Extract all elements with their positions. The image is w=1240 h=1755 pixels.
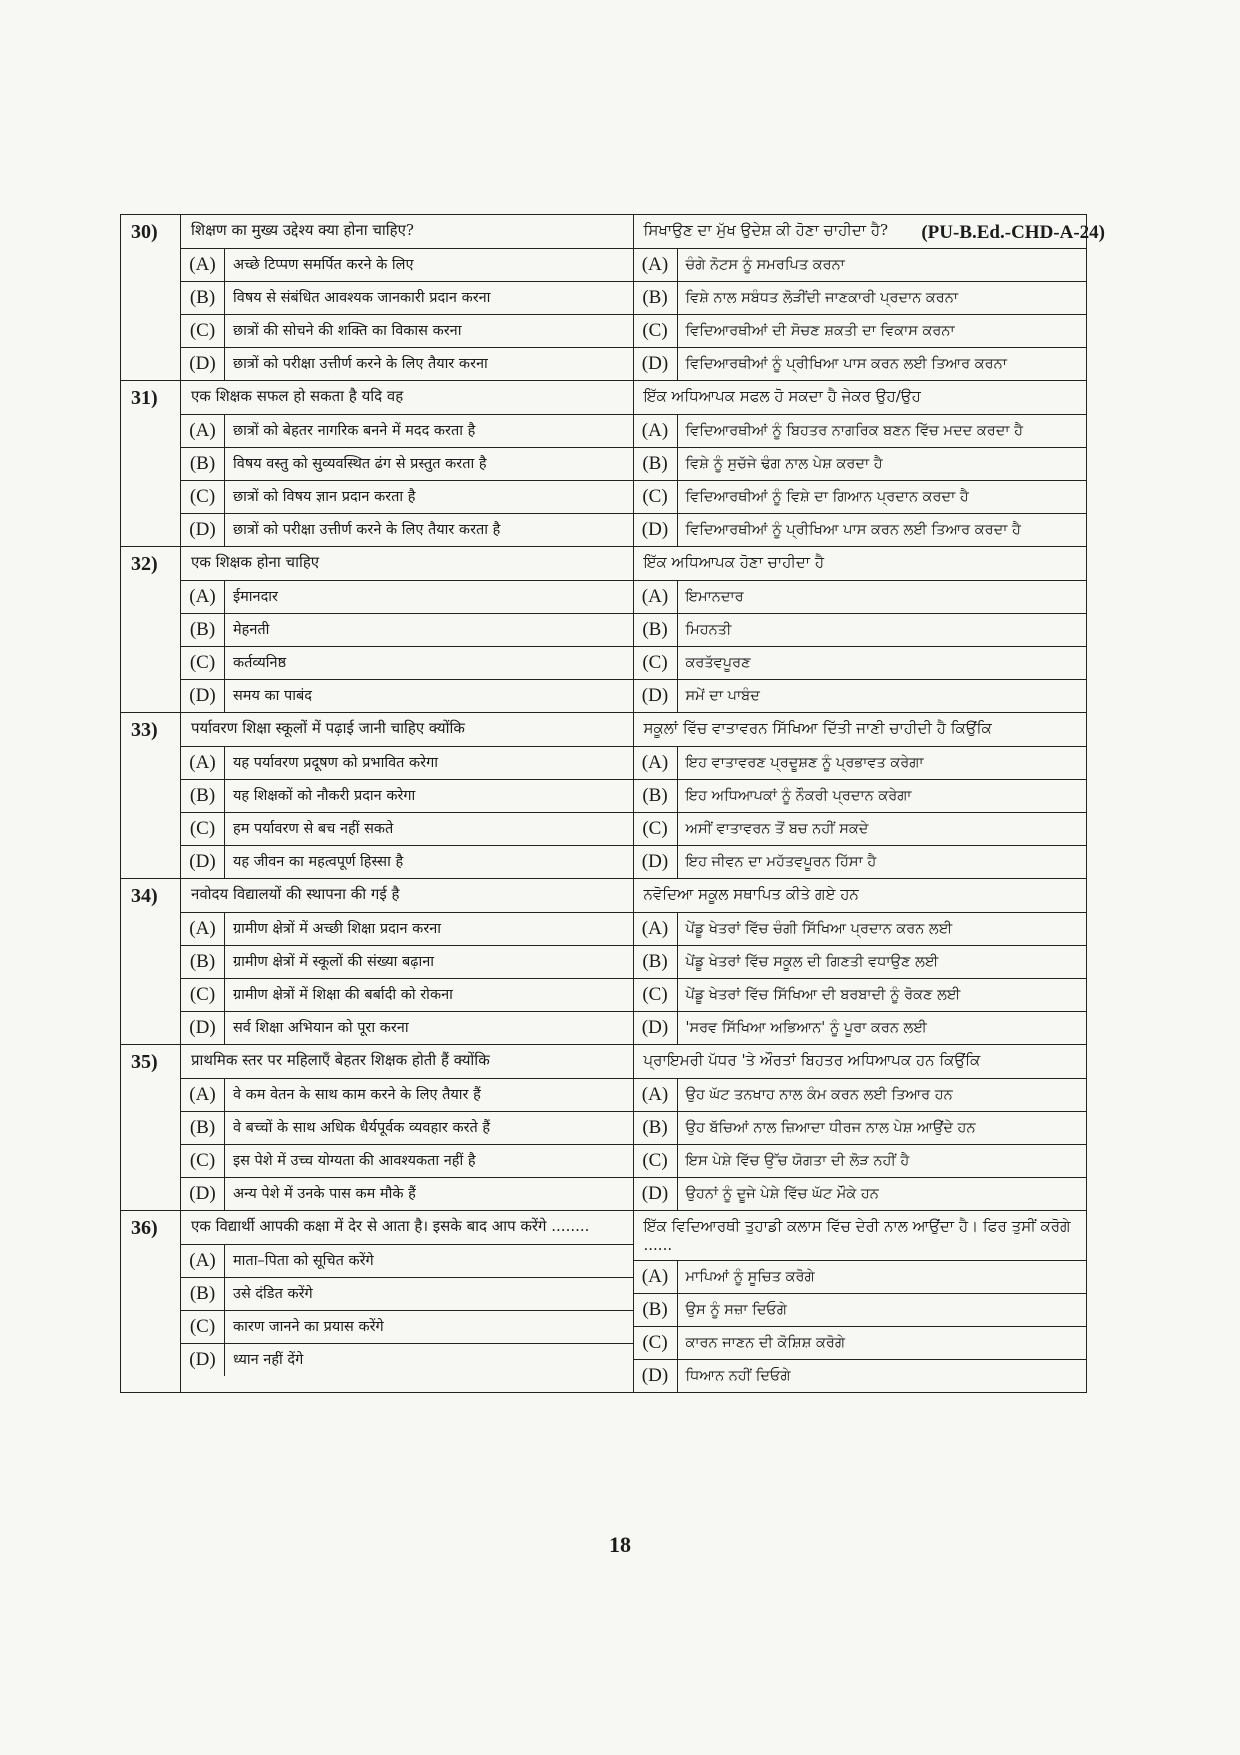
option-letter: (D)	[634, 846, 678, 878]
hindi-option-row	[181, 415, 633, 448]
punjabi-option-row	[634, 1360, 1087, 1392]
question-number: 31)	[121, 381, 181, 546]
hindi-option-row	[181, 1012, 633, 1044]
hindi-option-row	[181, 481, 633, 514]
option-letter: (A)	[634, 415, 678, 447]
option-letter: (D)	[634, 348, 678, 380]
punjabi-option-text: ਕਾਰਨ ਜਾਣਨ ਦੀ ਕੋਸ਼ਿਸ਼ ਕਰੋਗੇ	[685, 1335, 845, 1351]
question-table	[120, 214, 1087, 1393]
option-letter: (D)	[181, 514, 225, 546]
punjabi-option-text: ਵਿਦਿਆਰਥੀਆਂ ਦੀ ਸੋਚਣ ਸ਼ਕਤੀ ਦਾ ਵਿਕਾਸ ਕਰਨਾ	[685, 323, 955, 339]
hindi-option-text: इस पेशे में उच्च योग्यता की आवश्यकता नहीं है	[233, 1153, 476, 1169]
question-number: 30)	[121, 215, 181, 380]
hindi-column	[181, 879, 634, 1044]
option-letter: (B)	[634, 780, 678, 812]
hindi-option-text: हम पर्यावरण से बच नहीं सकते	[233, 821, 394, 837]
hindi-question-stem: प्राथमिक स्तर पर महिलाएँ बेहतर शिक्षक होती हैं क्योंकि	[181, 1045, 633, 1079]
hindi-column	[181, 215, 634, 380]
option-letter: (A)	[634, 747, 678, 779]
hindi-option-row	[181, 249, 633, 282]
punjabi-option-text: ਇਹ ਜੀਵਨ ਦਾ ਮਹੱਤਵਪੂਰਨ ਹਿੱਸਾ ਹੈ	[685, 854, 877, 870]
punjabi-option-row	[634, 680, 1087, 712]
option-letter: (B)	[181, 282, 225, 314]
punjabi-option-text: ਉਹਨਾਂ ਨੂੰ ਦੂਜੇ ਪੇਸ਼ੇ ਵਿੱਚ ਘੱਟ ਮੌਕੇ ਹਨ	[685, 1186, 879, 1202]
punjabi-option-text: ਚੰਗੇ ਨੋਟਸ ਨੂੰ ਸਮਰਪਿਤ ਕਰਨਾ	[685, 257, 845, 273]
hindi-option-row	[181, 348, 633, 380]
question-row	[121, 547, 1086, 713]
hindi-option-text: यह शिक्षकों को नौकरी प्रदान करेगा	[233, 788, 416, 804]
hindi-option-text: समय का पाबंद	[233, 688, 312, 704]
punjabi-option-text: ਉਹ ਬੱਚਿਆਂ ਨਾਲ ਜ਼ਿਆਦਾ ਧੀਰਜ ਨਾਲ ਪੇਸ਼ ਆਉਂਦੇ ਹਨ	[685, 1120, 976, 1136]
punjabi-option-text: ਵਿਦਿਆਰਥੀਆਂ ਨੂੰ ਪ੍ਰੀਖਿਆ ਪਾਸ ਕਰਨ ਲਈ ਤਿਆਰ ਕਰਦਾ ਹੈ	[685, 522, 1021, 538]
punjabi-option-row	[634, 514, 1087, 546]
option-letter: (B)	[634, 448, 678, 480]
option-letter: (B)	[181, 946, 225, 978]
option-letter: (C)	[634, 315, 678, 347]
punjabi-option-text: ਪੇਂਡੂ ਖੇਤਰਾਂ ਵਿੱਚ ਚੰਗੀ ਸਿੱਖਿਆ ਪ੍ਰਦਾਨ ਕਰਨ ਲਈ	[685, 921, 953, 937]
hindi-question-stem: पर्यावरण शिक्षा स्कूलों में पढ़ाई जानी चाहिए क्योंकि	[181, 713, 633, 747]
punjabi-option-text: ਸਮੇਂ ਦਾ ਪਾਬੰਦ	[685, 688, 760, 704]
punjabi-question-stem: ਇੱਕ ਵਿਦਿਆਰਥੀ ਤੁਹਾਡੀ ਕਲਾਸ ਵਿੱਚ ਦੇਰੀ ਨਾਲ ਆਉਂਦਾ ਹੈ। ਫਿਰ ਤੁਸੀਂ ਕਰੋਗੇ ......	[634, 1211, 1087, 1261]
hindi-option-row	[181, 846, 633, 878]
punjabi-column	[634, 713, 1087, 878]
punjabi-option-row	[634, 813, 1087, 846]
option-letter: (C)	[634, 979, 678, 1011]
hindi-option-row	[181, 1112, 633, 1145]
hindi-option-row	[181, 1079, 633, 1112]
punjabi-column	[634, 879, 1087, 1044]
option-letter: (B)	[634, 946, 678, 978]
punjabi-option-row	[634, 614, 1087, 647]
hindi-option-row	[181, 946, 633, 979]
question-row	[121, 1045, 1086, 1211]
option-letter: (D)	[181, 846, 225, 878]
hindi-option-text: वे कम वेतन के साथ काम करने के लिए तैयार हैं	[233, 1087, 481, 1103]
punjabi-option-row	[634, 315, 1087, 348]
hindi-option-text: ग्रामीण क्षेत्रों में स्कूलों की संख्या बढ़ाना	[233, 954, 435, 970]
punjabi-option-row	[634, 1261, 1087, 1294]
option-letter: (A)	[634, 913, 678, 945]
option-letter: (A)	[634, 1079, 678, 1111]
hindi-option-text: विषय से संबंधित आवश्यक जानकारी प्रदान करना	[233, 290, 491, 306]
option-letter: (A)	[181, 249, 225, 281]
hindi-option-text: ग्रामीण क्षेत्रों में अच्छी शिक्षा प्रदान करना	[233, 921, 442, 937]
punjabi-option-text: ਇਮਾਨਦਾਰ	[685, 589, 744, 605]
option-letter: (C)	[181, 1145, 225, 1177]
page-number: 18	[609, 1532, 631, 1557]
punjabi-option-text: ਵਿਦਿਆਰਥੀਆਂ ਨੂੰ ਪ੍ਰੀਖਿਆ ਪਾਸ ਕਰਨ ਲਈ ਤਿਆਰ ਕਰਨਾ	[685, 356, 1007, 372]
option-letter: (B)	[634, 282, 678, 314]
option-letter: (B)	[181, 1112, 225, 1144]
question-row	[121, 381, 1086, 547]
punjabi-option-row	[634, 979, 1087, 1012]
punjabi-column	[634, 1045, 1087, 1210]
punjabi-option-text: ਪੇਂਡੂ ਖੇਤਰਾਂ ਵਿੱਚ ਸਕੂਲ ਦੀ ਗਿਣਤੀ ਵਧਾਉਣ ਲਈ	[685, 954, 939, 970]
punjabi-column	[634, 1211, 1087, 1392]
option-letter: (B)	[181, 780, 225, 812]
option-letter: (A)	[181, 913, 225, 945]
option-letter: (B)	[634, 1112, 678, 1144]
punjabi-option-row	[634, 1112, 1087, 1145]
punjabi-option-row	[634, 282, 1087, 315]
punjabi-option-text: ਉਹ ਘੱਟ ਤਨਖਾਹ ਨਾਲ ਕੰਮ ਕਰਨ ਲਈ ਤਿਆਰ ਹਨ	[685, 1087, 953, 1103]
hindi-option-row	[181, 780, 633, 813]
punjabi-option-text: ਅਸੀਂ ਵਾਤਾਵਰਨ ਤੋਂ ਬਚ ਨਹੀਂ ਸਕਦੇ	[685, 821, 869, 837]
hindi-option-row	[181, 1145, 633, 1178]
option-letter: (B)	[181, 448, 225, 480]
hindi-option-row	[181, 1245, 633, 1278]
hindi-option-text: सर्व शिक्षा अभियान को पूरा करना	[233, 1020, 409, 1036]
option-letter: (B)	[634, 614, 678, 646]
punjabi-option-text: ਵਿਸ਼ੇ ਨੂੰ ਸੁਚੱਜੇ ਢੰਗ ਨਾਲ ਪੇਸ਼ ਕਰਦਾ ਹੈ	[685, 456, 883, 472]
hindi-option-row	[181, 315, 633, 348]
punjabi-option-row	[634, 581, 1087, 614]
punjabi-option-text: ਵਿਸ਼ੇ ਨਾਲ ਸਬੰਧਤ ਲੋੜੀਂਦੀ ਜਾਣਕਾਰੀ ਪ੍ਰਦਾਨ ਕਰਨਾ	[685, 290, 958, 306]
hindi-option-text: ग्रामीण क्षेत्रों में शिक्षा की बर्बादी को रोकना	[233, 987, 453, 1003]
option-letter: (A)	[181, 415, 225, 447]
option-letter: (D)	[181, 348, 225, 380]
question-number: 36)	[121, 1211, 181, 1392]
hindi-question-stem: एक विद्यार्थी आपकी कक्षा में देर से आता है। इसके बाद आप करेंगे ........	[181, 1211, 633, 1245]
option-letter: (C)	[634, 481, 678, 513]
option-letter: (D)	[181, 1344, 225, 1376]
punjabi-option-text: 'ਸਰਵ ਸਿੱਖਿਆ ਅਭਿਆਨ' ਨੂੰ ਪੂਰਾ ਕਰਨ ਲਈ	[685, 1020, 927, 1036]
option-letter: (A)	[634, 581, 678, 613]
hindi-option-text: यह पर्यावरण प्रदूषण को प्रभावित करेगा	[233, 755, 439, 771]
option-letter: (A)	[181, 581, 225, 613]
punjabi-option-text: ਵਿਦਿਆਰਥੀਆਂ ਨੂੰ ਵਿਸ਼ੇ ਦਾ ਗਿਆਨ ਪ੍ਰਦਾਨ ਕਰਦਾ ਹੈ	[685, 489, 969, 505]
punjabi-option-row	[634, 780, 1087, 813]
punjabi-option-row	[634, 1145, 1087, 1178]
option-letter: (B)	[181, 1278, 225, 1310]
hindi-option-text: विषय वस्तु को सुव्यवस्थित ढंग से प्रस्तुत करता है	[233, 456, 487, 472]
hindi-option-row	[181, 1344, 633, 1376]
hindi-option-text: अन्य पेशे में उनके पास कम मौके हैं	[233, 1186, 416, 1202]
option-letter: (A)	[634, 1261, 678, 1293]
option-letter: (A)	[634, 249, 678, 281]
hindi-option-row	[181, 1311, 633, 1344]
punjabi-option-row	[634, 448, 1087, 481]
option-letter: (D)	[634, 1178, 678, 1210]
punjabi-option-row	[634, 647, 1087, 680]
hindi-option-text: ईमानदार	[233, 589, 278, 605]
punjabi-question-stem: ਸਿਖਾਉਣ ਦਾ ਮੁੱਖ ਉਦੇਸ਼ ਕੀ ਹੋਣਾ ਚਾਹੀਦਾ ਹੈ?	[634, 215, 1087, 249]
punjabi-column	[634, 381, 1087, 546]
hindi-option-text: ध्यान नहीं देंगे	[233, 1352, 304, 1368]
option-letter: (D)	[634, 1012, 678, 1044]
hindi-option-text: छात्रों की सोचने की शक्ति का विकास करना	[233, 323, 462, 339]
question-row	[121, 713, 1086, 879]
punjabi-option-text: ਮਿਹਨਤੀ	[685, 622, 732, 638]
punjabi-question-stem: ਸਕੂਲਾਂ ਵਿੱਚ ਵਾਤਾਵਰਨ ਸਿੱਖਿਆ ਦਿੱਤੀ ਜਾਣੀ ਚਾਹੀਦੀ ਹੈ ਕਿਉਂਕਿ	[634, 713, 1087, 747]
hindi-option-text: छात्रों को परीक्षा उत्तीर्ण करने के लिए तैयार करना	[233, 356, 488, 372]
punjabi-option-row	[634, 1327, 1087, 1360]
hindi-question-stem: नवोदय विद्यालयों की स्थापना की गई है	[181, 879, 633, 913]
hindi-option-text: छात्रों को विषय ज्ञान प्रदान करता है	[233, 489, 416, 505]
punjabi-option-text: ਇਸ ਪੇਸ਼ੇ ਵਿੱਚ ਉੱਚ ਯੋਗਤਾ ਦੀ ਲੋੜ ਨਹੀਂ ਹੈ	[685, 1153, 910, 1169]
punjabi-option-row	[634, 1012, 1087, 1044]
punjabi-option-row	[634, 415, 1087, 448]
hindi-option-row	[181, 1278, 633, 1311]
punjabi-question-stem: ਪ੍ਰਾਇਮਰੀ ਪੱਧਰ 'ਤੇ ਔਰਤਾਂ ਬਿਹਤਰ ਅਧਿਆਪਕ ਹਨ ਕਿਉਂਕਿ	[634, 1045, 1087, 1079]
hindi-question-stem: एक शिक्षक होना चाहिए	[181, 547, 633, 581]
punjabi-question-stem: ਇੱਕ ਅਧਿਆਪਕ ਸਫਲ ਹੋ ਸਕਦਾ ਹੈ ਜੇਕਰ ਉਹ/ਉਹ	[634, 381, 1087, 415]
hindi-option-text: कर्तव्यनिष्ठ	[233, 655, 287, 671]
hindi-option-row	[181, 913, 633, 946]
punjabi-option-row	[634, 249, 1087, 282]
hindi-option-text: मेहनती	[233, 622, 270, 638]
option-letter: (C)	[634, 1145, 678, 1177]
hindi-option-row	[181, 979, 633, 1012]
hindi-option-row	[181, 813, 633, 846]
punjabi-option-row	[634, 946, 1087, 979]
question-row	[121, 215, 1086, 381]
hindi-option-text: छात्रों को परीक्षा उत्तीर्ण करने के लिए तैयार करता है	[233, 522, 501, 538]
hindi-column	[181, 547, 634, 712]
question-number: 35)	[121, 1045, 181, 1210]
punjabi-option-row	[634, 747, 1087, 780]
hindi-option-row	[181, 647, 633, 680]
punjabi-question-stem: ਇੱਕ ਅਧਿਆਪਕ ਹੋਣਾ ਚਾਹੀਦਾ ਹੈ	[634, 547, 1087, 581]
hindi-option-text: उसे दंडित करेंगे	[233, 1286, 313, 1302]
hindi-option-row	[181, 514, 633, 546]
question-number: 34)	[121, 879, 181, 1044]
punjabi-option-text: ਇਹ ਵਾਤਾਵਰਣ ਪ੍ਰਦੂਸ਼ਣ ਨੂੰ ਪ੍ਰਭਾਵਤ ਕਰੇਗਾ	[685, 755, 924, 771]
option-letter: (D)	[181, 1012, 225, 1044]
hindi-option-row	[181, 448, 633, 481]
hindi-option-text: अच्छे टिप्पण समर्पित करने के लिए	[233, 257, 414, 273]
hindi-column	[181, 381, 634, 546]
punjabi-option-row	[634, 846, 1087, 878]
punjabi-column	[634, 547, 1087, 712]
option-letter: (C)	[181, 979, 225, 1011]
hindi-option-row	[181, 282, 633, 315]
punjabi-column	[634, 215, 1087, 380]
punjabi-option-row	[634, 481, 1087, 514]
punjabi-option-row	[634, 1079, 1087, 1112]
paper-code: (PU-B.Ed.-CHD-A-24)	[921, 222, 1105, 243]
punjabi-option-row	[634, 1294, 1087, 1327]
punjabi-option-text: ਉਸ ਨੂੰ ਸਜ਼ਾ ਦਿਓਗੇ	[685, 1302, 787, 1318]
punjabi-option-row	[634, 348, 1087, 380]
punjabi-option-row	[634, 913, 1087, 946]
punjabi-option-text: ਪੇਂਡੂ ਖੇਤਰਾਂ ਵਿੱਚ ਸਿੱਖਿਆ ਦੀ ਬਰਬਾਦੀ ਨੂੰ ਰੋਕਣ ਲਈ	[685, 987, 961, 1003]
question-number: 33)	[121, 713, 181, 878]
option-letter: (C)	[181, 315, 225, 347]
punjabi-option-row	[634, 1178, 1087, 1210]
option-letter: (C)	[181, 481, 225, 513]
hindi-question-stem: शिक्षण का मुख्य उद्देश्य क्या होना चाहिए?	[181, 215, 633, 249]
option-letter: (C)	[634, 813, 678, 845]
hindi-option-text: वे बच्चों के साथ अधिक धैर्यपूर्वक व्यवहार करते हैं	[233, 1120, 491, 1136]
question-row	[121, 879, 1086, 1045]
option-letter: (C)	[181, 1311, 225, 1343]
hindi-column	[181, 713, 634, 878]
punjabi-option-text: ਇਹ ਅਧਿਆਪਕਾਂ ਨੂੰ ਨੌਕਰੀ ਪ੍ਰਦਾਨ ਕਰੇਗਾ	[685, 788, 912, 804]
option-letter: (B)	[634, 1294, 678, 1326]
option-letter: (D)	[181, 1178, 225, 1210]
punjabi-option-text: ਮਾਪਿਆਂ ਨੂੰ ਸੂਚਿਤ ਕਰੋਗੇ	[685, 1269, 815, 1285]
question-number: 32)	[121, 547, 181, 712]
hindi-column	[181, 1045, 634, 1210]
hindi-option-text: छात्रों को बेहतर नागरिक बनने में मदद करता है	[233, 423, 476, 439]
option-letter: (A)	[181, 1245, 225, 1277]
hindi-option-text: कारण जानने का प्रयास करेंगे	[233, 1319, 384, 1335]
option-letter: (C)	[634, 1327, 678, 1359]
hindi-option-row	[181, 581, 633, 614]
punjabi-question-stem: ਨਵੋਦਿਆ ਸਕੂਲ ਸਥਾਪਿਤ ਕੀਤੇ ਗਏ ਹਨ	[634, 879, 1087, 913]
option-letter: (C)	[181, 647, 225, 679]
hindi-option-row	[181, 1178, 633, 1210]
option-letter: (D)	[181, 680, 225, 712]
question-row	[121, 1211, 1086, 1392]
hindi-option-text: यह जीवन का महत्वपूर्ण हिस्सा है	[233, 854, 404, 870]
punjabi-option-text: ਵਿਦਿਆਰਥੀਆਂ ਨੂੰ ਬਿਹਤਰ ਨਾਗਰਿਕ ਬਣਨ ਵਿੱਚ ਮਦਦ ਕਰਦਾ ਹੈ	[685, 423, 1024, 439]
punjabi-option-text: ਕਰਤੱਵਪੂਰਣ	[685, 655, 751, 671]
hindi-option-text: माता–पिता को सूचित करेंगे	[233, 1253, 374, 1269]
punjabi-option-text: ਧਿਆਨ ਨਹੀਂ ਦਿਓਗੇ	[685, 1368, 791, 1384]
option-letter: (D)	[634, 680, 678, 712]
option-letter: (C)	[181, 813, 225, 845]
option-letter: (C)	[634, 647, 678, 679]
hindi-option-row	[181, 614, 633, 647]
hindi-option-row	[181, 747, 633, 780]
hindi-option-row	[181, 680, 633, 712]
hindi-question-stem: एक शिक्षक सफल हो सकता है यदि वह	[181, 381, 633, 415]
option-letter: (D)	[634, 1360, 678, 1392]
hindi-column	[181, 1211, 634, 1392]
option-letter: (A)	[181, 1079, 225, 1111]
option-letter: (D)	[634, 514, 678, 546]
option-letter: (B)	[181, 614, 225, 646]
option-letter: (A)	[181, 747, 225, 779]
